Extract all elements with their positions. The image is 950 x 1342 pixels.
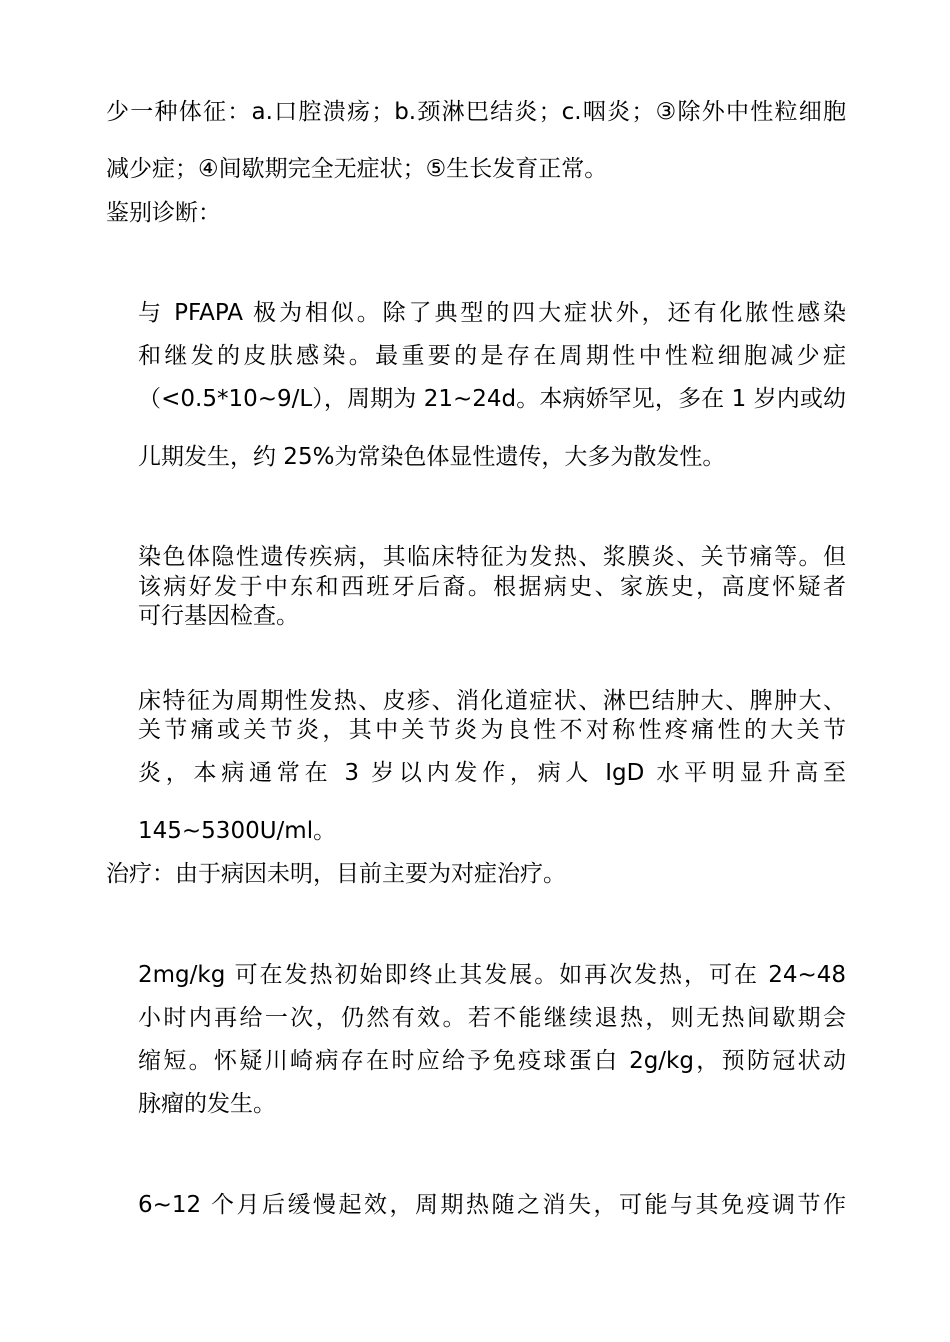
text-line: 小时内再给一次，仍然有效。若不能继续退热，则无热间歇期会 (138, 1005, 846, 1031)
text-line: 减少症；④间歇期完全无症状；⑤生长发育正常。 (106, 156, 608, 182)
text-line: （<0.5*10~9/L），周期为 21~24d。本病娇罕见，多在 1 岁内或幼 (138, 386, 846, 412)
text-line: 染色体隐性遗传疾病，其临床特征为发热、浆膜炎、关节痛等。但 (138, 544, 846, 570)
text-line: 该病好发于中东和西班牙后裔。根据病史、家族史，高度怀疑者 (138, 574, 846, 600)
text-line: 脉瘤的发生。 (138, 1091, 276, 1117)
text-line: 2mg/kg 可在发热初始即终止其发展。如再次发热，可在 24~48 (138, 962, 846, 988)
text-line: 关节痛或关节炎，其中关节炎为良性不对称性疼痛性的大关节 (138, 717, 846, 743)
text-line: 6~12 个月后缓慢起效，周期热随之消失，可能与其免疫调节作 (138, 1192, 846, 1218)
text-line: 145~5300U/ml。 (138, 818, 337, 844)
text-line: 和继发的皮肤感染。最重要的是存在周期性中性粒细胞减少症 (138, 343, 846, 369)
text-line: 少一种体征：a.口腔溃疡；b.颈淋巴结炎；c.咽炎；③除外中性粒细胞 (106, 99, 846, 125)
text-line: 儿期发生，约 25%为常染色体显性遗传，大多为散发性。 (138, 444, 726, 470)
section-heading: 鉴别诊断： (106, 200, 221, 226)
section-heading: 治疗：由于病因未明，目前主要为对症治疗。 (106, 861, 566, 887)
text-line: 与 PFAPA 极为相似。除了典型的四大症状外，还有化脓性感染 (138, 300, 846, 326)
text-line: 床特征为周期性发热、皮疹、消化道症状、淋巴结肿大、脾肿大、 (138, 688, 846, 714)
text-line: 可行基因检查。 (138, 603, 299, 629)
text-line: 缩短。怀疑川崎病存在时应给予免疫球蛋白 2g/kg，预防冠状动 (138, 1048, 846, 1074)
text-line: 炎，本病通常在 3 岁以内发作，病人 IgD 水平明显升高至 (138, 760, 846, 786)
